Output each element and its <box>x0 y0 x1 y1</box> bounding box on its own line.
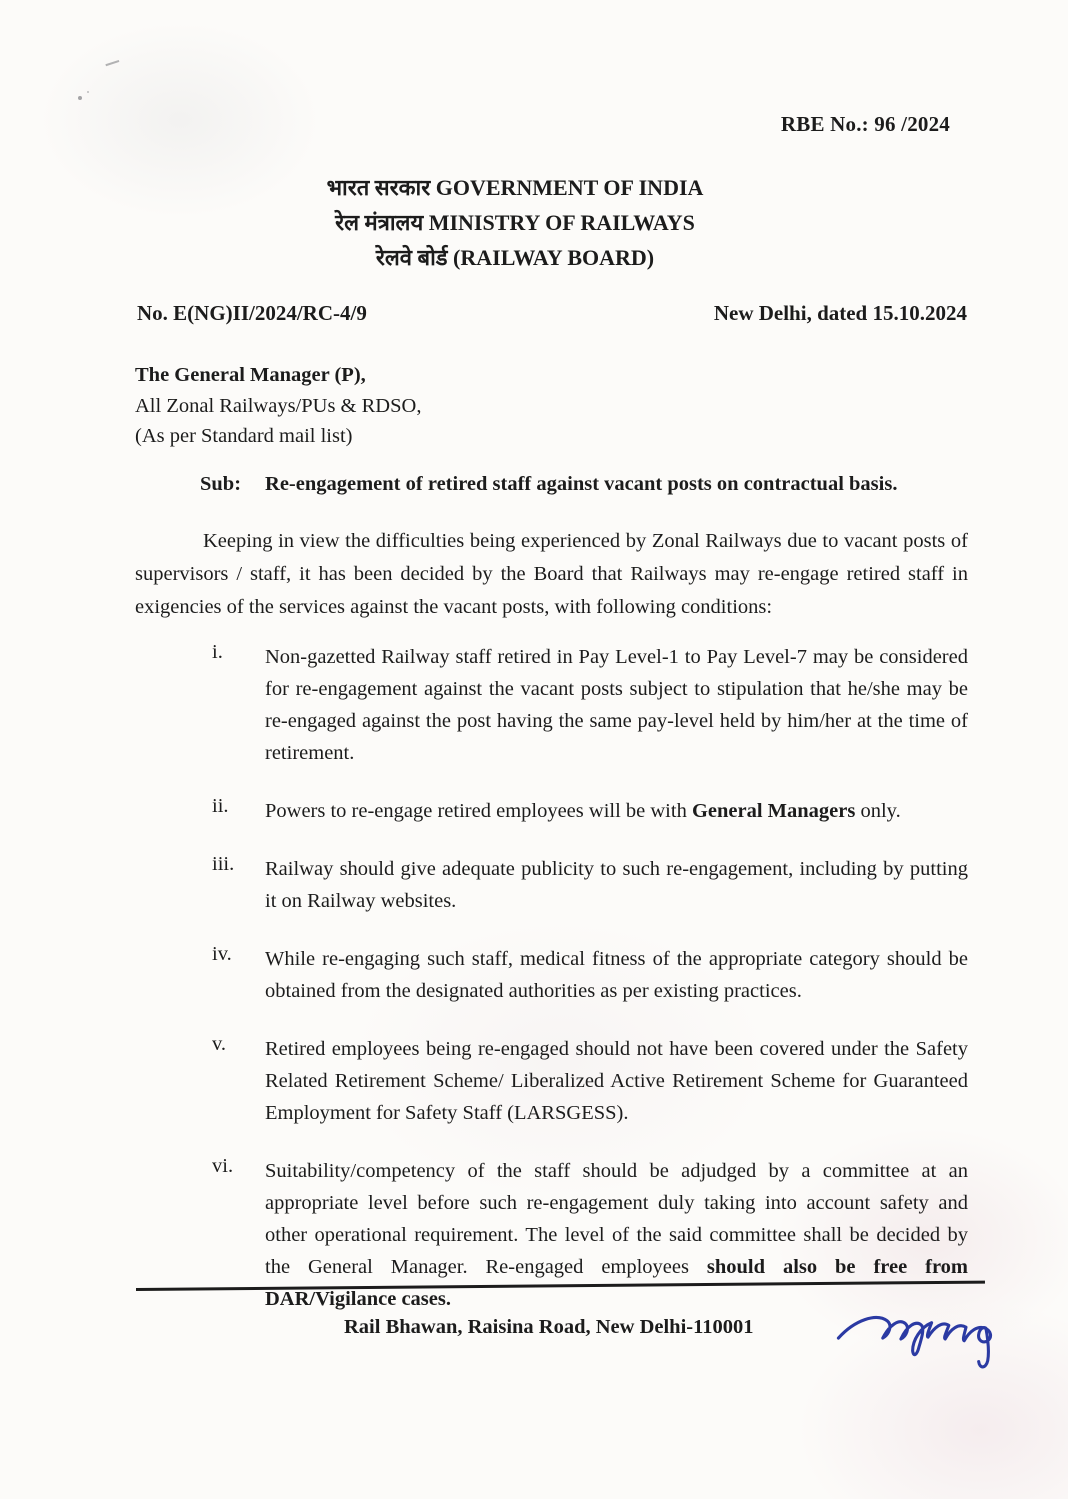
condition-item-iv <box>212 943 968 1007</box>
condition-text-pre: While re-engaging such staff, medical fitness of the appropriate category should be obtained from the designated authorities as per existing practices. <box>265 948 968 1002</box>
footer-address: Rail Bhawan, Raisina Road, New Delhi-110001 <box>344 1316 754 1338</box>
condition-text-pre: Retired employees being re-engaged should not have been covered under the Safety Related Retirement Scheme/ Liberalized Active Retirement Scheme for Guaranteed Employment for Safety Staff (LARSGESS). <box>265 1038 968 1124</box>
opening-paragraph: Keeping in view the difficulties being experienced by Zonal Railways due to vacant posts of supervisors / staff, it has been decided by the Board that Railways may re-engage retired staff in exigencies of the services against the vacant posts, with following conditions: <box>135 530 968 618</box>
condition-text-pre: Railway should give adequate publicity to such re-engagement, including by putting it on Railway websites. <box>265 858 968 912</box>
letterhead-government-line: भारत सरकार GOVERNMENT OF INDIA <box>326 175 704 200</box>
condition-text <box>265 795 968 827</box>
condition-item-iii <box>212 853 968 917</box>
condition-number: vi. <box>212 1155 234 1177</box>
condition-text-post: only. <box>855 800 901 822</box>
condition-text <box>265 853 968 917</box>
addressee-block <box>135 360 421 452</box>
reference-row <box>137 301 967 326</box>
rbe-number: RBE No.: 96 /2024 <box>780 112 950 136</box>
condition-text-pre: Powers to re-engage retired employees will be with <box>265 800 692 822</box>
condition-text <box>265 1033 968 1129</box>
letterhead-ministry-line: रेल मंत्रालय MINISTRY OF RAILWAYS <box>335 210 695 235</box>
condition-number: v. <box>212 1033 227 1055</box>
signature-ink-icon <box>833 1290 1023 1378</box>
condition-text <box>265 641 968 769</box>
file-number: No. E(NG)II/2024/RC-4/9 <box>137 301 367 325</box>
condition-item-v <box>212 1033 968 1129</box>
condition-text-pre: Suitability/competency of the staff should be adjudged by a committee at an appropriate level before such re-engagement duly taking into account safety and other operational requirement. The level of the said committee shall be decided by the General Manager. Re-engaged employees <box>265 1160 968 1278</box>
subject-label: Sub: <box>200 473 242 495</box>
addressee-line-3: (As per Standard mail list) <box>135 425 353 447</box>
condition-text-pre: Non-gazetted Railway staff retired in Pay Level-1 to Pay Level-7 may be considered for re-engagement against the vacant posts subject to stipulation that he/she may be re-engaged against the post having the same pay-level held by him/her at the time of retirement. <box>265 646 968 764</box>
condition-item-i <box>212 641 968 769</box>
condition-text-bold: should also be free from DAR/Vigilance cases. <box>265 1256 969 1310</box>
conditions-list <box>212 641 968 1341</box>
condition-item-ii <box>212 795 968 827</box>
letterhead-board-line: रेलवे बोर्ड (RAILWAY BOARD) <box>375 245 655 270</box>
addressee-line-1: The General Manager (P), <box>135 364 366 386</box>
scan-speck <box>78 96 82 100</box>
addressee-line-2: All Zonal Railways/PUs & RDSO, <box>135 394 422 417</box>
subject-text: Re-engagement of retired staff against vacant posts on contractual basis. <box>265 473 898 495</box>
condition-text-bold: General Managers <box>691 800 856 822</box>
condition-text <box>265 943 968 1007</box>
condition-number: iv. <box>212 943 232 965</box>
condition-number: ii. <box>212 795 229 817</box>
subject-line <box>200 473 897 496</box>
place-and-date: New Delhi, dated 15.10.2024 <box>713 301 967 325</box>
pencil-scan-mark <box>105 60 120 70</box>
letterhead <box>0 170 1030 275</box>
condition-number: iii. <box>212 853 235 875</box>
condition-number: i. <box>212 641 223 663</box>
